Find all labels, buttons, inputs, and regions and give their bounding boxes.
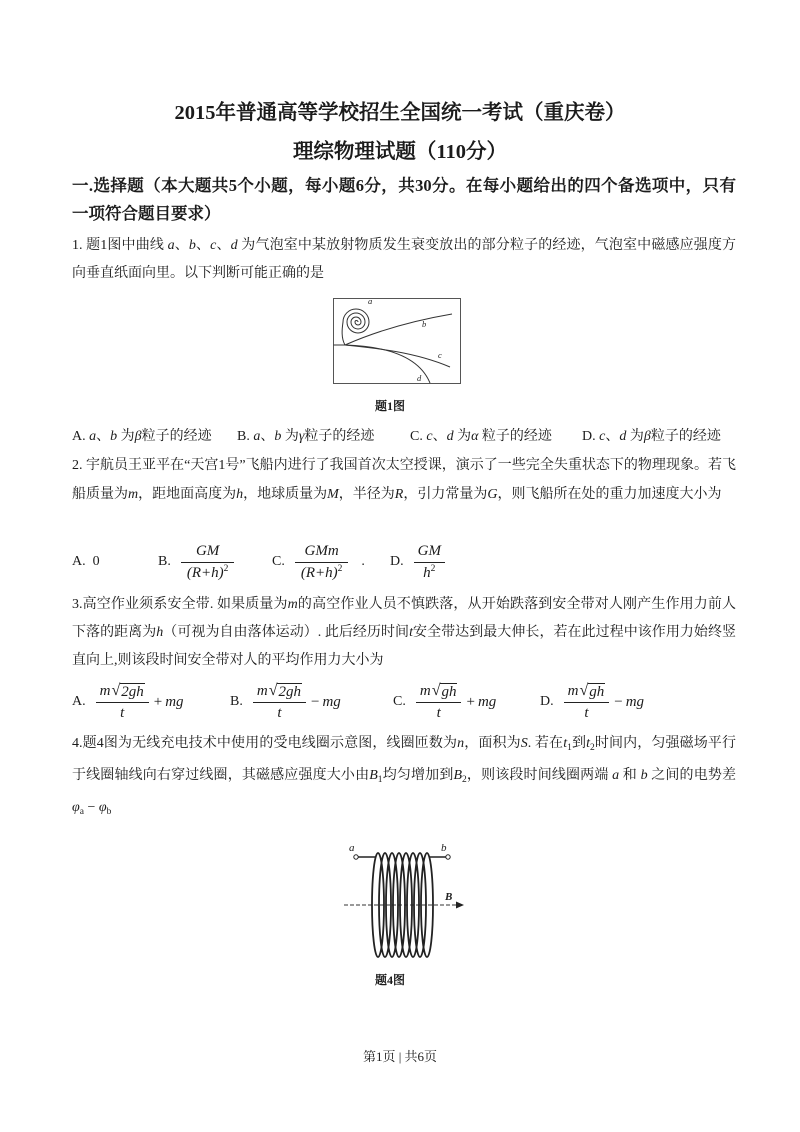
text-run: 为 bbox=[281, 429, 299, 444]
text-run: ，面积为 bbox=[464, 736, 521, 751]
math-variable bbox=[644, 429, 651, 444]
q3-option-b bbox=[230, 679, 341, 725]
math-symbol: b bbox=[110, 429, 118, 444]
text-run: 到 bbox=[571, 736, 587, 751]
math-symbol: m bbox=[287, 597, 298, 612]
math-variable bbox=[99, 800, 112, 815]
figure-1-bubble-chamber-tracks bbox=[330, 294, 464, 388]
math-symbol: M bbox=[327, 486, 339, 502]
text-run: 粒子的经迹 bbox=[141, 429, 212, 444]
fraction bbox=[181, 542, 235, 583]
term: mg bbox=[625, 693, 645, 710]
text-run: C. bbox=[410, 429, 427, 444]
math-variable bbox=[288, 597, 298, 612]
text-run: D. bbox=[582, 429, 600, 444]
math-symbol: φ bbox=[72, 800, 80, 815]
exam-subtitle: 理综物理试题（110分） bbox=[292, 141, 508, 163]
fraction-numerator: GM bbox=[195, 542, 220, 559]
fraction-numerator bbox=[564, 681, 610, 702]
denominator-exponent: 2 bbox=[430, 563, 436, 574]
fraction-numerator: GMm bbox=[304, 542, 339, 559]
text-run: 3.高空作业须系安全带. 如果质量为 bbox=[72, 597, 288, 612]
figure-4-receiving-coil bbox=[338, 836, 468, 966]
q2-option-b bbox=[158, 540, 237, 584]
option-label: D. bbox=[540, 694, 554, 709]
math-symbol: β bbox=[134, 429, 142, 444]
math-symbol: d bbox=[619, 429, 627, 444]
text-run: 粒子的经迹 bbox=[478, 429, 552, 444]
math-symbol: R bbox=[394, 486, 404, 502]
track-c bbox=[345, 345, 450, 367]
radicand: gh bbox=[589, 684, 605, 700]
math-symbol: G bbox=[487, 486, 498, 502]
math-symbol: d bbox=[230, 238, 238, 253]
fraction-numerator: GM bbox=[417, 542, 441, 559]
radical-sign-icon: √ bbox=[431, 682, 441, 699]
denominator-exponent: 2 bbox=[337, 563, 343, 574]
math-symbol: c bbox=[599, 429, 606, 444]
radicand: 2gh bbox=[121, 684, 144, 700]
question-1-stem bbox=[72, 232, 736, 287]
math-variable bbox=[447, 429, 454, 444]
terminal-label-b: b bbox=[441, 842, 447, 854]
operator: + bbox=[466, 693, 475, 710]
math-symbol: B bbox=[369, 768, 378, 783]
text-run: 为 bbox=[453, 429, 472, 444]
math-symbol: b bbox=[640, 768, 648, 783]
terminal-label-a: a bbox=[349, 842, 355, 854]
option-label: A. bbox=[72, 554, 86, 569]
text-run: 粒子的经迹 bbox=[650, 429, 721, 444]
text-run: ，半径为 bbox=[338, 486, 395, 502]
figure-4-caption: 题4图 bbox=[374, 973, 405, 987]
radical-sign-icon: √ bbox=[579, 682, 589, 699]
coefficient: m bbox=[419, 683, 431, 699]
text-run: ，则该段时间线圈两端 bbox=[466, 768, 613, 783]
option-label: B. bbox=[158, 554, 171, 569]
math-variable bbox=[327, 487, 339, 502]
text-run: B. bbox=[237, 429, 254, 444]
math-symbol: c bbox=[426, 429, 433, 444]
operator: − bbox=[310, 693, 320, 710]
math-variable bbox=[487, 487, 497, 502]
math-symbol: b bbox=[274, 429, 282, 444]
math-symbol: a bbox=[253, 429, 261, 444]
track-label-c: c bbox=[438, 350, 442, 360]
exam-title: 2015年普通高等学校招生全国统一考试（重庆卷） bbox=[174, 102, 626, 124]
option-label: C. bbox=[393, 694, 406, 709]
text-run: 为 bbox=[626, 429, 644, 444]
text-run: ，则飞船所在处的重力加速度大小为 bbox=[497, 486, 722, 502]
math-symbol: B bbox=[453, 768, 463, 783]
math-variable bbox=[72, 800, 84, 815]
terminal-a bbox=[354, 855, 358, 859]
math-variable bbox=[189, 238, 196, 253]
text-run: 1. 题1图中曲线 bbox=[72, 238, 168, 253]
term: mg bbox=[165, 693, 184, 710]
math-symbol: γ bbox=[298, 429, 305, 444]
coefficient: m bbox=[99, 683, 111, 699]
term: mg bbox=[322, 693, 341, 710]
q3-option-c bbox=[393, 679, 496, 725]
radicand: gh bbox=[441, 684, 457, 700]
coefficient: m bbox=[567, 683, 579, 699]
q2-option-a bbox=[72, 540, 100, 584]
square-root bbox=[111, 681, 144, 701]
q3-option-a bbox=[72, 679, 184, 725]
fraction bbox=[564, 681, 610, 723]
math-variable bbox=[369, 768, 382, 783]
math-symbol: b bbox=[188, 238, 196, 253]
math-symbol: c bbox=[210, 238, 217, 253]
denominator-base: (R+h) bbox=[300, 564, 338, 581]
fraction bbox=[96, 681, 149, 723]
option-label: A. bbox=[72, 694, 86, 709]
math-variable bbox=[586, 736, 595, 751]
text-run: 、 bbox=[216, 238, 231, 253]
text-run: 和 bbox=[619, 768, 641, 783]
text-run: 、 bbox=[260, 429, 275, 444]
math-symbol: t bbox=[563, 736, 568, 751]
figure-1-caption: 题1图 bbox=[374, 399, 405, 413]
track-b bbox=[345, 314, 452, 345]
fraction-denominator bbox=[181, 562, 235, 583]
denominator-base: (R+h) bbox=[186, 564, 224, 581]
math-symbol: n bbox=[457, 736, 465, 751]
text-run: 为 bbox=[117, 429, 135, 444]
section-heading: 一.选择题（本大题共5个小题，每小题6分，共30分。在每小题给出的四个备选项中，只有一项符合题目要求） bbox=[72, 176, 736, 223]
math-symbol: m bbox=[128, 486, 139, 502]
math-subscript: 2 bbox=[589, 743, 595, 753]
chamber-frame bbox=[334, 299, 461, 384]
stray-period: . bbox=[361, 554, 365, 569]
text-run: 时间内，匀强磁场平行于线圈轴线向右穿过线圈，其磁感应强度大小由 bbox=[72, 736, 737, 783]
fraction-numerator bbox=[416, 681, 462, 702]
math-symbol: t bbox=[586, 736, 590, 751]
text-run: 均匀增加到 bbox=[382, 768, 454, 783]
option-value: 0 bbox=[92, 554, 100, 569]
math-symbol: h bbox=[156, 625, 164, 640]
math-subscript: a bbox=[79, 807, 84, 817]
text-run: A. bbox=[72, 429, 90, 444]
q2-option-d bbox=[390, 540, 448, 584]
page-footer: 第1页 | 共6页 bbox=[362, 1049, 438, 1064]
option-label: D. bbox=[390, 554, 404, 569]
q3-option-d bbox=[540, 679, 644, 725]
option-label: B. bbox=[230, 694, 243, 709]
denominator-exponent: 2 bbox=[223, 563, 229, 574]
radicand: 2gh bbox=[278, 684, 301, 700]
fraction-denominator: t bbox=[564, 702, 610, 723]
square-root bbox=[579, 681, 605, 701]
fraction-denominator: t bbox=[416, 702, 462, 723]
question-3-stem bbox=[72, 591, 736, 675]
term: mg bbox=[477, 693, 497, 710]
math-symbol: h bbox=[236, 486, 244, 502]
text-run: 之间的电势差 bbox=[647, 768, 737, 783]
math-symbol: φ bbox=[98, 800, 107, 815]
track-a-spiral bbox=[342, 309, 369, 345]
text-run: 、 bbox=[605, 429, 620, 444]
track-label-a: a bbox=[368, 296, 373, 306]
fraction-denominator bbox=[414, 562, 445, 583]
math-symbol: t bbox=[409, 625, 413, 640]
math-symbol: a bbox=[612, 768, 620, 783]
fraction bbox=[416, 681, 462, 723]
operator: − bbox=[614, 693, 623, 710]
radical-sign-icon: √ bbox=[268, 682, 278, 699]
text-run: 安全带达到最大伸长，若在此过程中该作用力始终竖直向上,则该段时间安全带对人的平均作用力大小为 bbox=[72, 625, 737, 668]
text-run: ，引力常量为 bbox=[403, 486, 488, 502]
math-variable bbox=[641, 768, 648, 783]
q1-option-b bbox=[237, 423, 374, 451]
text-run: 的高空作业人员不慎跌落，从开始跌落到安全带对人刚产生作用力前人下落的距离为 bbox=[72, 597, 736, 640]
terminal-b bbox=[446, 855, 450, 859]
math-symbol: S bbox=[520, 736, 528, 751]
text-run: 、 bbox=[96, 429, 111, 444]
q1-option-c bbox=[410, 423, 552, 451]
math-variable bbox=[128, 487, 138, 502]
operator: + bbox=[153, 693, 163, 710]
radical-sign-icon: √ bbox=[111, 682, 121, 699]
denominator-base: h bbox=[423, 564, 431, 581]
question-2-stem bbox=[72, 452, 736, 509]
text-run: 、 bbox=[174, 238, 189, 253]
question-4-stem bbox=[72, 728, 736, 824]
field-label-b: B bbox=[445, 891, 453, 903]
math-variable bbox=[168, 238, 175, 253]
fraction-denominator: t bbox=[96, 702, 149, 723]
track-label-d: d bbox=[417, 373, 422, 383]
math-subscript: 1 bbox=[377, 775, 383, 785]
fraction-numerator bbox=[253, 681, 306, 702]
fraction bbox=[253, 681, 306, 723]
math-symbol: d bbox=[446, 429, 454, 444]
text-run: . 若在 bbox=[527, 736, 564, 751]
square-root bbox=[269, 681, 302, 701]
text-run: ，地球质量为 bbox=[243, 486, 328, 502]
text-run: （可视为自由落体运动）. 此后经历时间 bbox=[163, 625, 410, 640]
math-symbol: a bbox=[89, 429, 97, 444]
fraction bbox=[295, 542, 349, 583]
field-arrow-icon bbox=[456, 902, 464, 909]
math-variable bbox=[231, 238, 238, 253]
text-run: 为气泡室中某放射物质发生衰变放出的部分粒子的经迹，气泡室中磁感应强度方向垂直纸面向里。以下判断可能正确的是 bbox=[72, 238, 737, 281]
square-root bbox=[432, 681, 458, 701]
math-symbol: β bbox=[643, 429, 651, 444]
text-run: 粒子的经迹 bbox=[304, 429, 375, 444]
math-subscript: 1 bbox=[567, 743, 572, 753]
q2-option-c bbox=[272, 540, 365, 584]
q1-option-d bbox=[582, 423, 721, 451]
text-run: 、 bbox=[195, 238, 211, 253]
math-subscript: b bbox=[106, 807, 112, 817]
math-variable bbox=[135, 429, 142, 444]
fraction-numerator bbox=[96, 681, 149, 702]
text-run: 、 bbox=[432, 429, 447, 444]
option-label: C. bbox=[272, 554, 285, 569]
math-variable bbox=[563, 736, 572, 751]
fraction-denominator bbox=[295, 562, 349, 583]
track-label-b: b bbox=[422, 319, 427, 329]
math-symbol: α bbox=[471, 429, 479, 444]
coefficient: m bbox=[256, 683, 268, 699]
math-variable bbox=[521, 736, 528, 751]
text-run: − bbox=[83, 800, 99, 815]
math-subscript: 2 bbox=[462, 775, 467, 785]
text-run: ，距地面高度为 bbox=[138, 486, 237, 502]
text-run: 2. 宇航员王亚平在“天宫1号”飞船内进行了我国首次太空授课，演示了一些完全失重状态下的物理现象。若飞船质量为 bbox=[72, 458, 736, 502]
q1-option-a bbox=[72, 423, 212, 451]
fraction-denominator: t bbox=[253, 702, 306, 723]
math-variable bbox=[453, 768, 466, 783]
math-symbol: a bbox=[167, 238, 175, 253]
text-run: 4.题4图为无线充电技术中使用的受电线圈示意图，线圈匝数为 bbox=[72, 736, 458, 751]
fraction bbox=[414, 542, 445, 583]
